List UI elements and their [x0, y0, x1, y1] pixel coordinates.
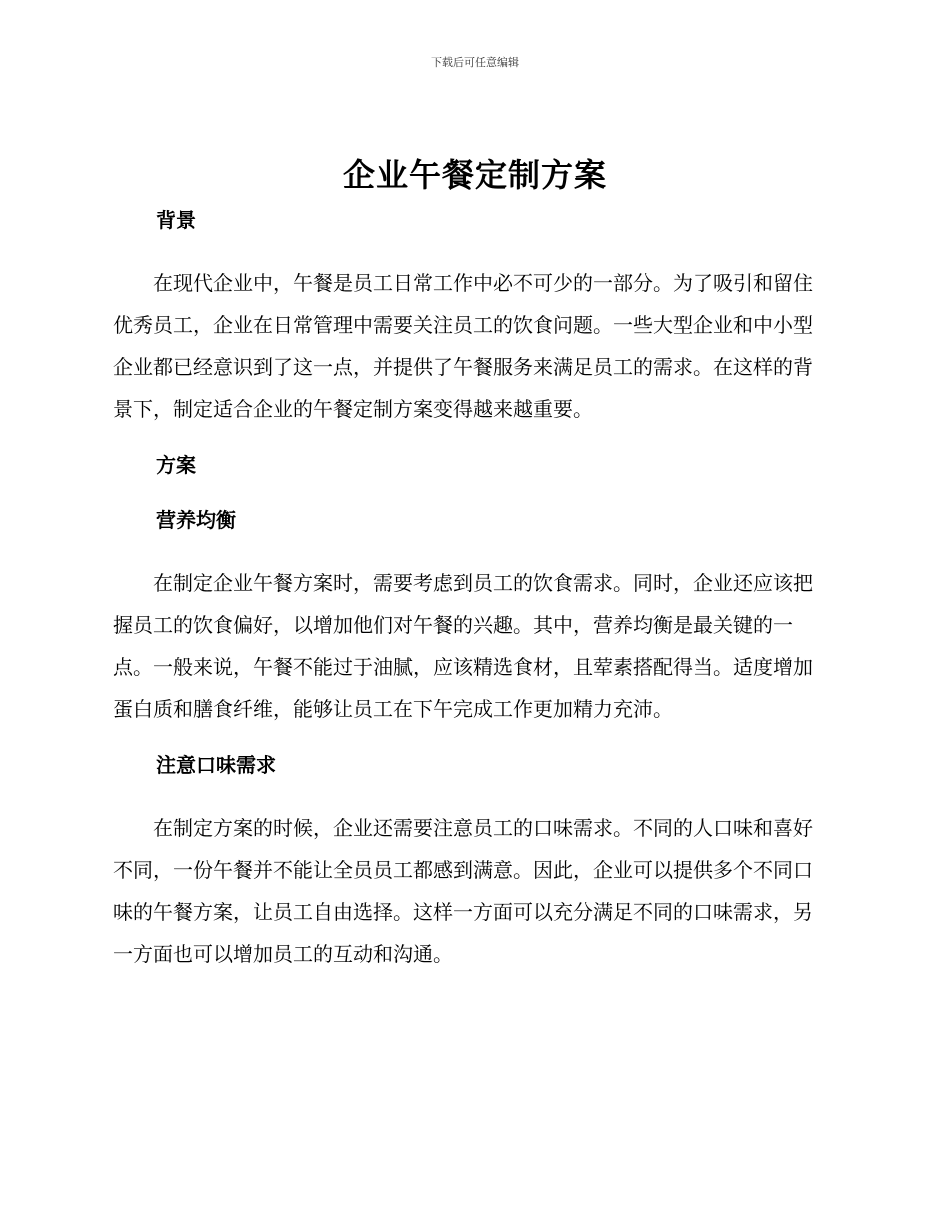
- section-heading-plan: 方案: [156, 453, 196, 477]
- section-heading-background: 背景: [156, 208, 196, 232]
- document-body: [113, 200, 831, 975]
- section-paragraph-taste: 在制定方案的时候，企业还需要注意员工的口味需求。不同的人口味和喜好不同，一份午餐并不能让全员员工都感到满意。因此，企业可以提供多个不同口味的午餐方案，让员工自由选择。这样一方面可以充分满足不同的口味需求，另一方面也可以增加员工的互动和沟通。: [113, 816, 813, 966]
- section-paragraph-nutrition: 在制定企业午餐方案时，需要考虑到员工的饮食需求。同时，企业还应该把握员工的饮食偏好，以增加他们对午餐的兴趣。其中，营养均衡是最关键的一点。一般来说，午餐不能过于油腻，应该精选食材，且荤素搭配得当。适度增加蛋白质和膳食纤维，能够让员工在下午完成工作更加精力充沛。: [113, 571, 813, 721]
- section-heading-taste: 注意口味需求: [156, 753, 276, 777]
- section-paragraph-background: 在现代企业中，午餐是员工日常工作中必不可少的一部分。为了吸引和留住优秀员工，企业在日常管理中需要关注员工的饮食问题。一些大型企业和中小型企业都已经意识到了这一点，并提供了午餐服务来满足员工的需求。在这样的背景下，制定适合企业的午餐定制方案变得越来越重要。: [113, 271, 813, 421]
- page-header-note: 下载后可任意编辑: [431, 56, 519, 69]
- document-title: 企业午餐定制方案: [342, 156, 607, 194]
- section-heading-nutrition: 营养均衡: [156, 508, 236, 532]
